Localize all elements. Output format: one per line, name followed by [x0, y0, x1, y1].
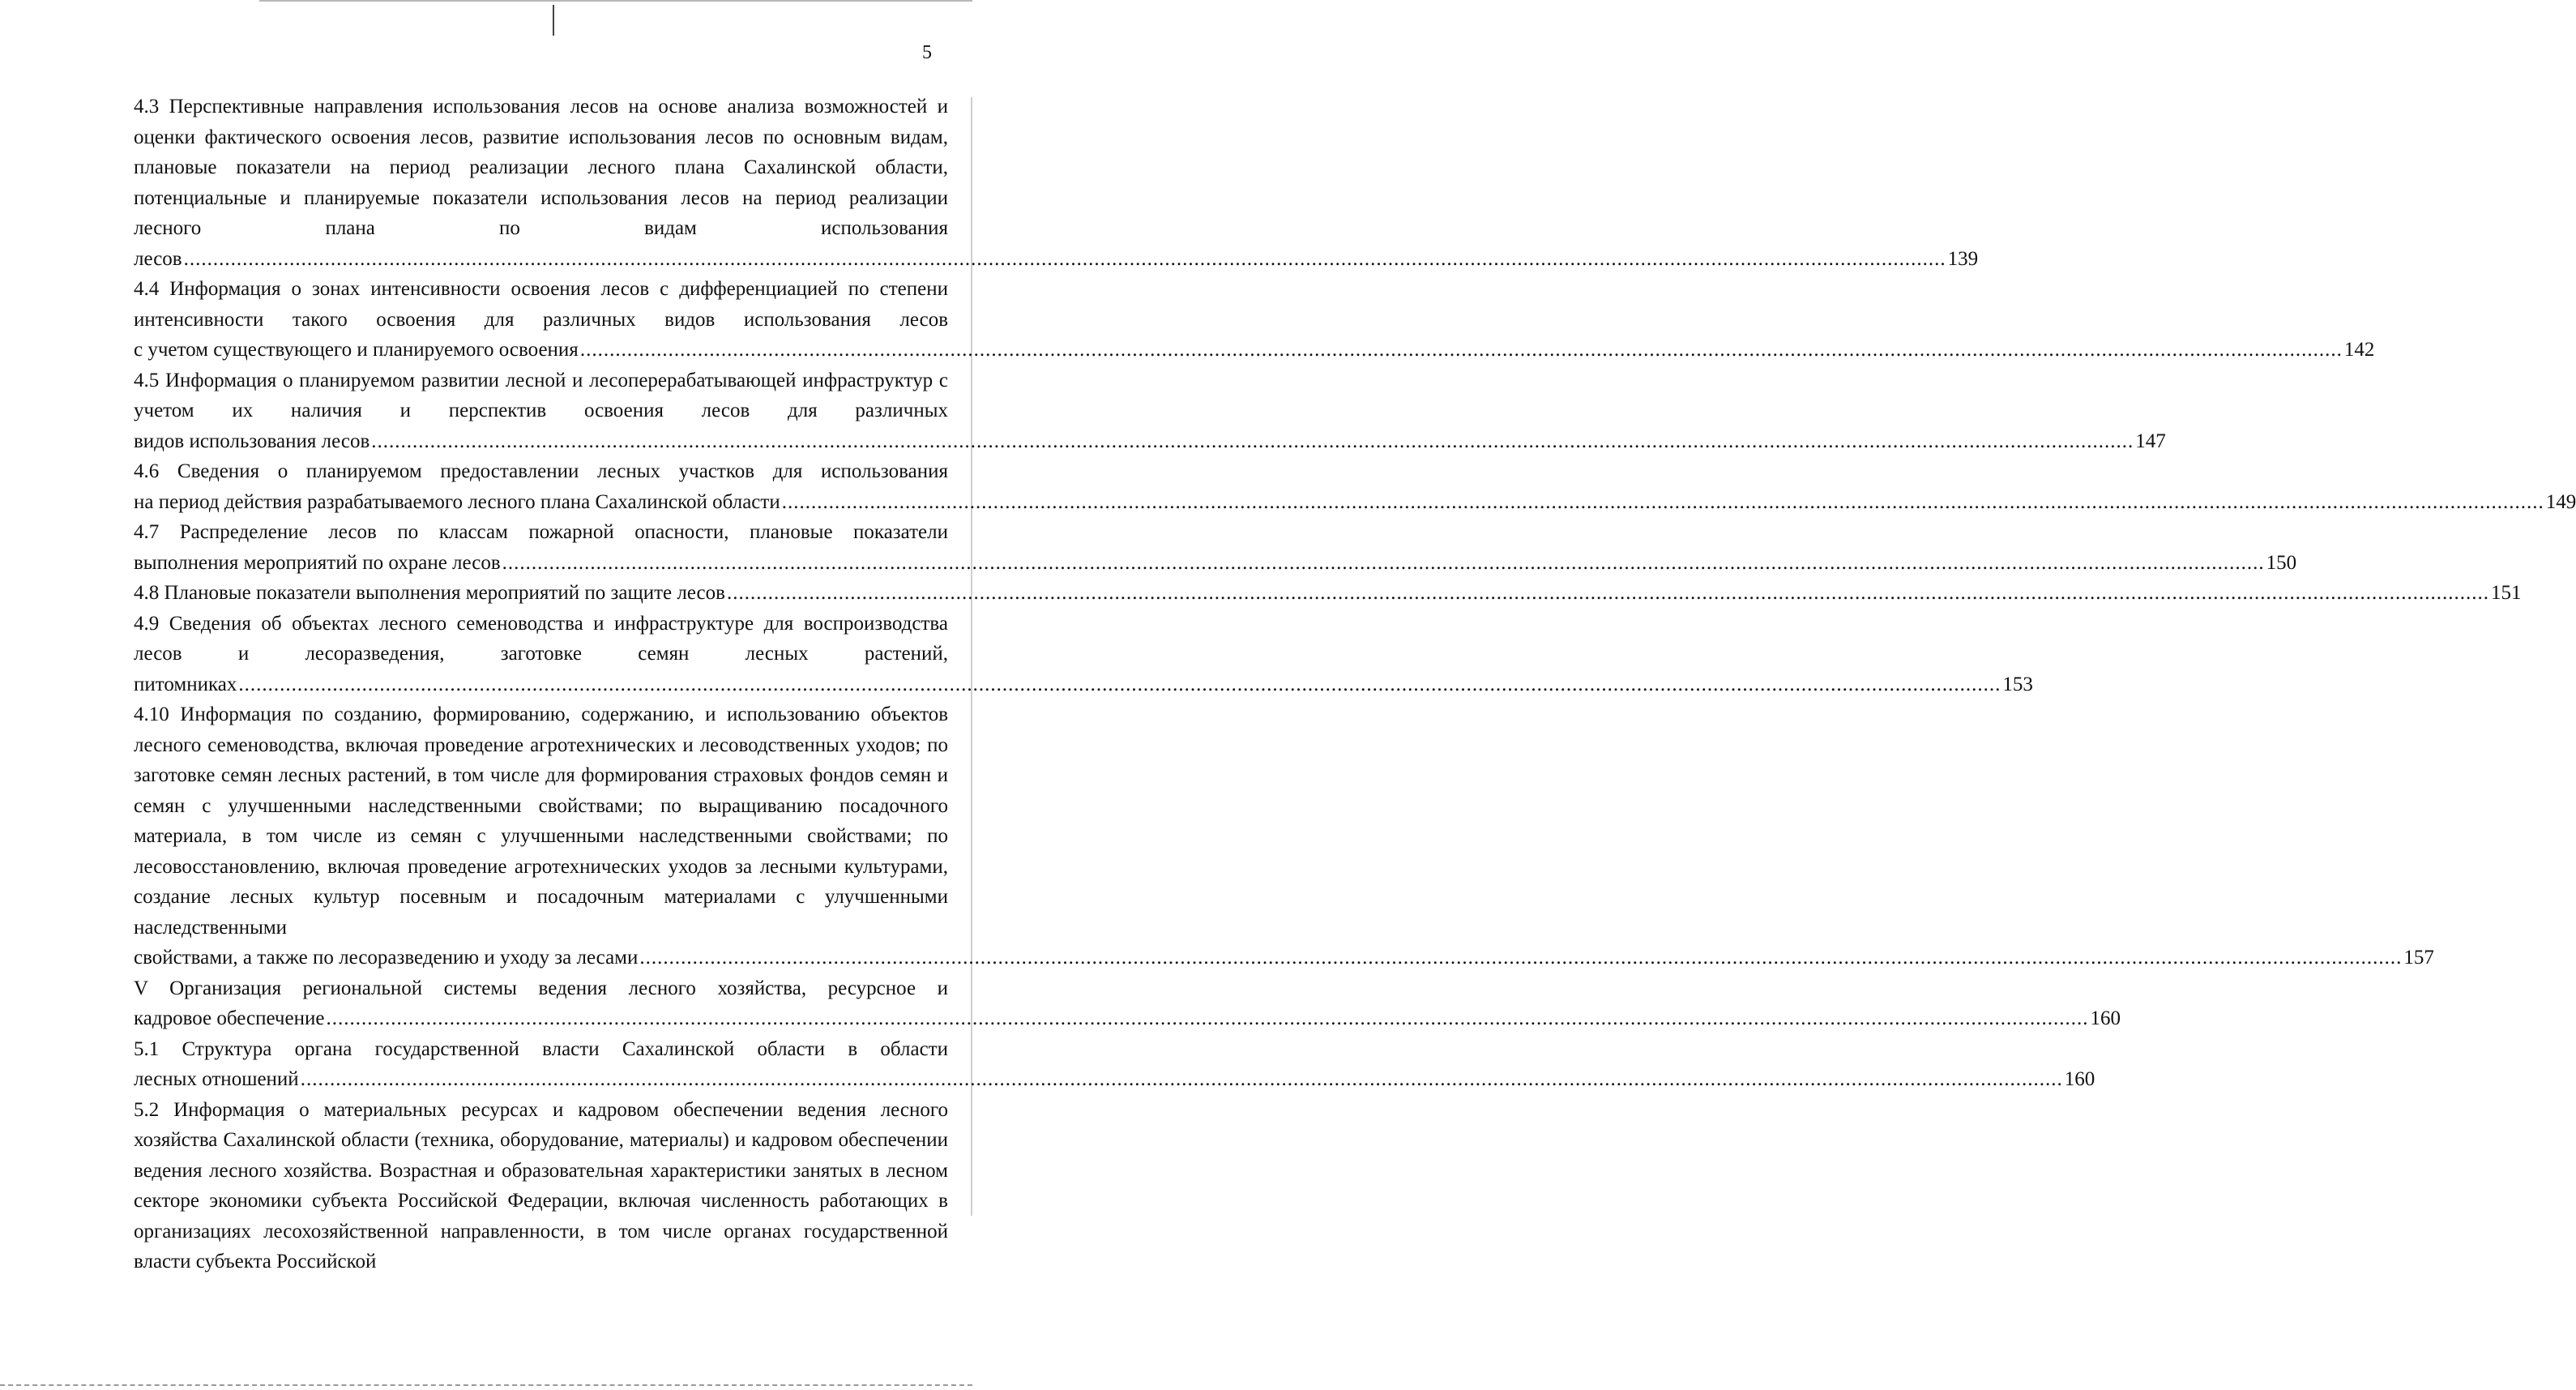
- toc-entry-last-line: [134, 487, 2576, 518]
- toc-entry-last-line: [134, 578, 2522, 609]
- toc-page-number: 160: [2064, 1068, 2095, 1090]
- toc-page-number: 139: [1947, 247, 1979, 270]
- dot-leader: ............................................................................................................................................................................................................................................................................................................: [639, 947, 2403, 969]
- table-of-contents: [134, 92, 2576, 1277]
- toc-entry[interactable]: [134, 973, 2121, 1034]
- dot-leader: ............................................................................................................................................................................................................................................................................................................: [502, 551, 2265, 574]
- toc-entry-last-line: [134, 1003, 2121, 1034]
- toc-entry[interactable]: [134, 578, 2522, 609]
- toc-continuation-entry: 5.2 Информация о материальных ресурсах и кадровом обеспечении ведения лесного хозяйства Сахалинской области (техника, оборудование, материалы) и кадровом обеспечении ведения лесного хозяйства. Возрастная и образовательная характеристики занятых в лесном секторе экономики субъекта Российской Федерации, включая численность работающих в организациях лесохозяйственной направленности, в том числе органах государственной власти субъекта Российской: [134, 1098, 948, 1272]
- scan-mark: [553, 5, 554, 36]
- toc-entry[interactable]: [134, 1034, 2095, 1095]
- toc-entry-last-line: [134, 943, 2434, 973]
- toc-entry-title: 4.6 Сведения о планируемом предоставлении лесных участков для использования: [134, 460, 948, 482]
- toc-page-number: 157: [2403, 947, 2434, 969]
- toc-entry-title-end: выполнения мероприятий по охране лесов: [134, 551, 501, 574]
- dot-leader: ............................................................................................................................................................................................................................................................................................................: [579, 339, 2343, 361]
- toc-entry-title-end: с учетом существующего и планируемого освоения: [134, 339, 579, 361]
- dot-leader: ............................................................................................................................................................................................................................................................................................................: [326, 1007, 2089, 1029]
- toc-entry-last-line: [134, 426, 2166, 457]
- toc-entry-title: 4.10 Информация по созданию, формированию, содержанию, и использованию объектов лесного семеноводства, включая проведение агротехнических и лесоводственных уходов; по заготовке семян лесных растений, в том числе для формирования страховых фондов семян и семян с улучшенными наследственными свойствами; по выращиванию посадочного материала, в том числе из семян с улучшенными наследственными свойствами; по лесовосстановлению, включая проведение агротехнических уходов за лесными культурами, создание лесных культур посевным и посадочным материалами с улучшенными наследственными: [134, 704, 948, 939]
- toc-entry-last-line: [134, 244, 1979, 275]
- toc-entry-title-end: лесов: [134, 247, 182, 270]
- toc-page-number: 147: [2135, 430, 2166, 452]
- toc-entry[interactable]: [134, 274, 2375, 366]
- scan-edge-bottom: [0, 1384, 972, 1387]
- toc-entry-title: 4.9 Сведения об объектах лесного семеноводства и инфраструктуре для воспроизводства лесов и лесоразведения, заготовке семян лесных растений,: [134, 612, 948, 665]
- toc-page-number: 160: [2090, 1007, 2121, 1029]
- toc-page-number: 149: [2545, 490, 2576, 513]
- toc-entry-title: 4.7 Распределение лесов по классам пожарной опасности, плановые показатели: [134, 521, 948, 543]
- toc-entry-last-line: [134, 1064, 2095, 1095]
- page-number: 5: [922, 42, 932, 63]
- toc-page-number: 150: [2266, 551, 2297, 574]
- toc-entry-title-end: 4.8 Плановые показатели выполнения мероприятий по защите лесов: [134, 582, 725, 604]
- dot-leader: ............................................................................................................................................................................................................................................................................................................: [300, 1068, 2063, 1090]
- toc-entry-title: V Организация региональной системы ведения лесного хозяйства, ресурсное и: [134, 977, 948, 999]
- toc-entry-title: 4.3 Перспективные направления использования лесов на основе анализа возможностей и оценки фактического освоения лесов, развитие использования лесов по основным видам, плановые показатели на период реализации лесного плана Сахалинской области, потенциальные и планируемые показатели использования лесов на период реализации лесного плана по видам использования: [134, 96, 948, 239]
- dot-leader: ............................................................................................................................................................................................................................................................................................................: [238, 673, 2001, 695]
- toc-entry-last-line: [134, 669, 2033, 700]
- dot-leader: ............................................................................................................................................................................................................................................................................................................: [183, 247, 1946, 270]
- toc-entry-title: 4.5 Информация о планируемом развитии лесной и лесоперерабатывающей инфраструктур с учетом их наличия и перспектив освоения лесов для различных: [134, 369, 948, 421]
- toc-entry[interactable]: [134, 92, 1979, 274]
- toc-entry-title-end: питомниках: [134, 673, 237, 695]
- toc-entry[interactable]: [134, 609, 2033, 700]
- toc-entry-title-end: кадровое обеспечение: [134, 1007, 325, 1029]
- toc-entry-title-end: лесных отношений: [134, 1068, 299, 1090]
- toc-entry[interactable]: [134, 699, 2434, 973]
- toc-page-number: 151: [2490, 582, 2522, 604]
- dot-leader: ............................................................................................................................................................................................................................................................................................................: [781, 490, 2544, 513]
- scan-edge-top: [259, 0, 972, 2]
- toc-entry-title: 4.4 Информация о зонах интенсивности освоения лесов с дифференциацией по степени интенсивности такого освоения для различных видов использования лесов: [134, 278, 948, 331]
- toc-entry-last-line: [134, 548, 2297, 579]
- toc-entry-title-end: свойствами, а также по лесоразведению и уходу за лесами: [134, 947, 639, 969]
- toc-entry[interactable]: [134, 456, 2576, 517]
- toc-entry[interactable]: [134, 366, 2166, 457]
- toc-entry-last-line: [134, 335, 2375, 366]
- toc-page-number: 142: [2343, 339, 2375, 361]
- toc-page-number: 153: [2002, 673, 2033, 695]
- dot-leader: ............................................................................................................................................................................................................................................................................................................: [371, 430, 2134, 452]
- toc-entry-title-end: на период действия разрабатываемого лесного плана Сахалинской области: [134, 490, 780, 513]
- toc-entry-title: 5.1 Структура органа государственной власти Сахалинской области в области: [134, 1037, 948, 1060]
- toc-entry[interactable]: [134, 517, 2297, 578]
- dot-leader: ............................................................................................................................................................................................................................................................................................................: [726, 582, 2489, 604]
- toc-entry-title-end: видов использования лесов: [134, 430, 370, 452]
